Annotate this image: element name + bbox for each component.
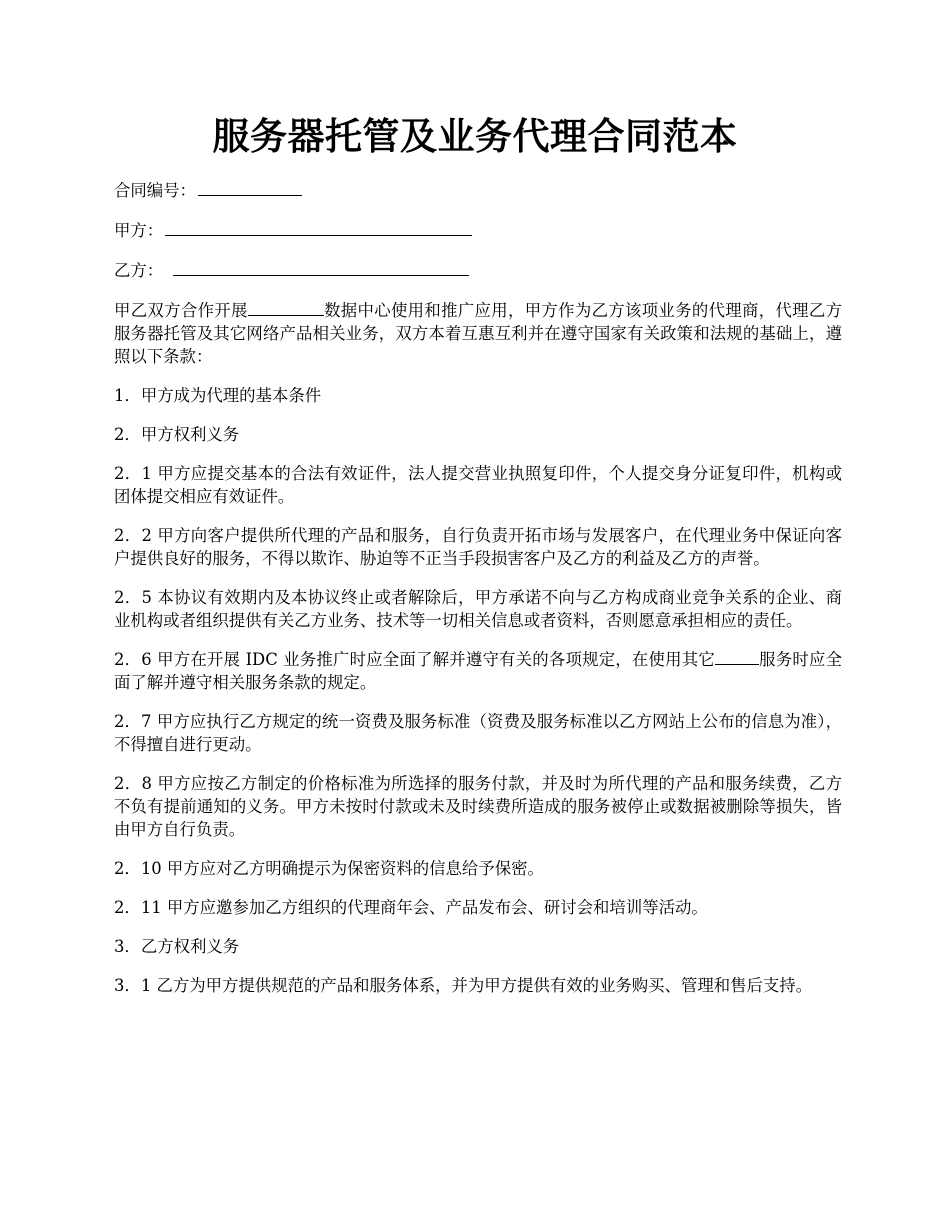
- clause-2-7: 2．7 甲方应执行乙方规定的统一资费及服务标准（资费及服务标准以乙方网站上公布的信息为准），不得擅自进行更动。: [114, 712, 842, 754]
- document-title: 服务器托管及业务代理合同范本: [212, 114, 738, 158]
- contract-number-label: 合同编号：: [114, 181, 196, 200]
- party-b-line: [114, 259, 842, 282]
- contract-number-line: [114, 179, 842, 202]
- intro-after-blank: 数据中心使用和推广应用，甲方作为乙方该项业务的代理商，代理乙方服务器托管及其它网络产品相关业务，双方本着互惠互利并在遵守国家有关政策和法规的基础上，遵照以下条款：: [114, 301, 843, 366]
- section-2-heading: 2．甲方权利义务: [114, 425, 240, 444]
- clause-2-6-blank: [715, 648, 759, 665]
- document-body: [114, 179, 842, 1013]
- intro-blank: [248, 299, 324, 316]
- party-b-label: 乙方：: [114, 261, 164, 280]
- intro-paragraph: [114, 299, 842, 368]
- party-b-blank: [173, 259, 469, 276]
- section-1-heading: 1．甲方成为代理的基本条件: [114, 386, 322, 405]
- clause-3-1: 3．1 乙方为甲方提供规范的产品和服务体系，并为甲方提供有效的业务购买、管理和售后支持。: [114, 976, 813, 995]
- party-a-line: [114, 219, 842, 242]
- clause-2-6: [114, 648, 842, 694]
- section-3-heading: 3．乙方权利义务: [114, 937, 240, 956]
- intro-before-blank: 甲乙双方合作开展: [114, 301, 248, 320]
- clause-2-6-after-blank: 服务时应全面了解并遵守相关服务条款的规定。: [114, 650, 842, 692]
- party-a-blank: [165, 219, 472, 236]
- clause-2-2: 2．2 甲方向客户提供所代理的产品和服务，自行负责开拓市场与发展客户，在代理业务中保证向客户提供良好的服务，不得以欺诈、胁迫等不正当手段损害客户及乙方的利益及乙方的声誉。: [114, 526, 842, 568]
- clause-2-11: 2．11 甲方应邀参加乙方组织的代理商年会、产品发布会、研讨会和培训等活动。: [114, 898, 708, 917]
- clause-2-5: 2．5 本协议有效期内及本协议终止或者解除后，甲方承诺不向与乙方构成商业竞争关系的企业、商业机构或者组织提供有关乙方业务、技术等一切相关信息或者资料，否则愿意承担相应的责任。: [114, 588, 842, 630]
- contract-number-blank: [198, 179, 302, 196]
- clause-2-1: 2．1 甲方应提交基本的合法有效证件，法人提交营业执照复印件，个人提交身分证复印件，机构或团体提交相应有效证件。: [114, 464, 842, 506]
- clause-2-10: 2．10 甲方应对乙方明确提示为保密资料的信息给予保密。: [114, 859, 544, 878]
- clause-2-6-before-blank: 2．6 甲方在开展 IDC 业务推广时应全面了解并遵守有关的各项规定，在使用其它: [114, 650, 715, 669]
- party-a-label: 甲方：: [114, 221, 164, 240]
- clause-2-8: 2．8 甲方应按乙方制定的价格标准为所选择的服务付款，并及时为所代理的产品和服务续费，乙方不负有提前通知的义务。甲方未按时付款或未及时续费所造成的服务被停止或数据被删除等损失，皆由甲方自行负责。: [114, 774, 842, 839]
